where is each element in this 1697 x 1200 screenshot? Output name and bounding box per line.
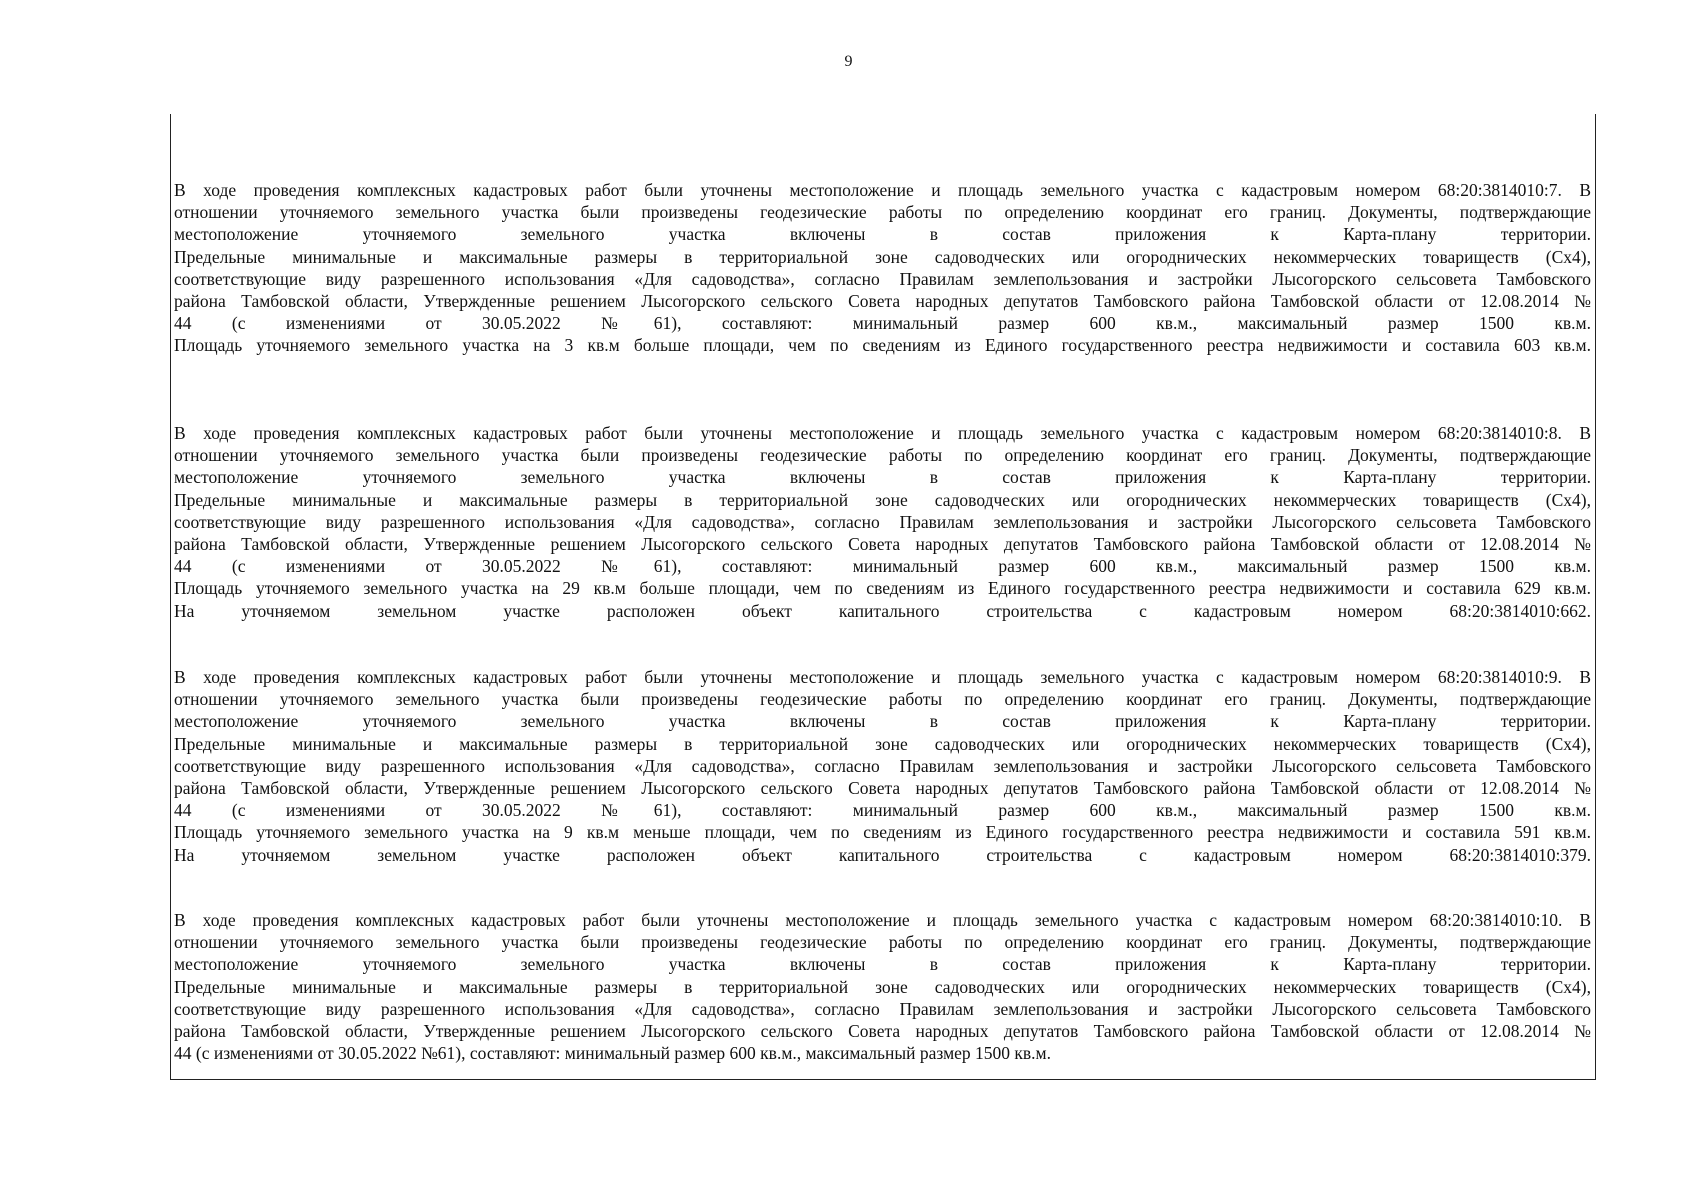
text-line: местоположение уточняемого земельного участка включены в состав приложения к Карта-плану территории.	[174, 954, 1591, 975]
text-line: отношении уточняемого земельного участка были произведены геодезические работы по определению координат его границ. Документы, подтверждающие	[174, 689, 1591, 710]
text-line: соответствующие виду разрешенного использования «Для садоводства», согласно Правилам землепользования и застройки Лысогорского сельсовета Тамбовского	[174, 998, 1591, 1019]
text-line: местоположение уточняемого земельного участка включены в состав приложения к Карта-плану территории.	[174, 711, 1591, 732]
text-line: В ходе проведения комплексных кадастровых работ были уточнены местоположение и площадь земельного участка с кадастровым номером 68:20:3814010:8. В	[174, 423, 1591, 443]
text-line: В ходе проведения комплексных кадастровых работ были уточнены местоположение и площадь земельного участка с кадастровым номером 68:20:3814010:7. В	[174, 180, 1591, 200]
text-line: района Тамбовской области, Утвержденные решением Лысогорского сельского Совета народных депутатов Тамбовского района Тамбовской области от 12.08.2014 №	[174, 1020, 1591, 1041]
text-line: Площадь уточняемого земельного участка на 29 кв.м больше площади, чем по сведениям из Единого государственного реестра недвижимости и составила 629 кв.м.	[174, 578, 1591, 599]
text-line: Площадь уточняемого земельного участка на 3 кв.м больше площади, чем по сведениям из Единого государственного реестра недвижимости и составила 603 кв.м.	[174, 335, 1591, 356]
text-line: Предельные минимальные и максимальные размеры в территориальной зоне садоводческих или огороднических некоммерческих товариществ (Сх4),	[174, 246, 1591, 267]
text-line: отношении уточняемого земельного участка были произведены геодезические работы по определению координат его границ. Документы, подтверждающие	[174, 202, 1591, 223]
text-line: В ходе проведения комплексных кадастровых работ были уточнены местоположение и площадь земельного участка с кадастровым номером 68:20:3814010:10. В	[174, 910, 1591, 930]
document-frame	[170, 114, 1596, 1080]
text-line: В ходе проведения комплексных кадастровых работ были уточнены местоположение и площадь земельного участка с кадастровым номером 68:20:3814010:9. В	[174, 667, 1591, 687]
parcel-section-10	[174, 909, 1591, 1064]
text-line: 44 (с изменениями от 30.05.2022 №61), составляют: минимальный размер 600 кв.м., максимальный размер 1500 кв.м.	[174, 1043, 1051, 1064]
text-line: соответствующие виду разрешенного использования «Для садоводства», согласно Правилам землепользования и застройки Лысогорского сельсовета Тамбовского	[174, 755, 1591, 776]
text-line: местоположение уточняемого земельного участка включены в состав приложения к Карта-плану территории.	[174, 467, 1591, 488]
text-line: района Тамбовской области, Утвержденные решением Лысогорского сельского Совета народных депутатов Тамбовского района Тамбовской области от 12.08.2014 №	[174, 777, 1591, 798]
text-line: Предельные минимальные и максимальные размеры в территориальной зоне садоводческих или огороднических некоммерческих товариществ (Сх4),	[174, 733, 1591, 754]
text-line: отношении уточняемого земельного участка были произведены геодезические работы по определению координат его границ. Документы, подтверждающие	[174, 445, 1591, 466]
text-line: Предельные минимальные и максимальные размеры в территориальной зоне садоводческих или огороднических некоммерческих товариществ (Сх4),	[174, 976, 1591, 997]
parcel-section-7	[174, 179, 1591, 357]
text-line: соответствующие виду разрешенного использования «Для садоводства», согласно Правилам землепользования и застройки Лысогорского сельсовета Тамбовского	[174, 268, 1591, 289]
text-line: На уточняемом земельном участке расположен объект капитального строительства с кадастровым номером 68:20:3814010:379.	[174, 844, 1591, 865]
text-line: Площадь уточняемого земельного участка на 9 кв.м меньше площади, чем по сведениям из Единого государственного реестра недвижимости и составила 591 кв.м.	[174, 822, 1591, 843]
text-line: соответствующие виду разрешенного использования «Для садоводства», согласно Правилам землепользования и застройки Лысогорского сельсовета Тамбовского	[174, 511, 1591, 532]
text-line: района Тамбовской области, Утвержденные решением Лысогорского сельского Совета народных депутатов Тамбовского района Тамбовской области от 12.08.2014 №	[174, 533, 1591, 554]
text-line: На уточняемом земельном участке расположен объект капитального строительства с кадастровым номером 68:20:3814010:662.	[174, 600, 1591, 621]
text-line: Предельные минимальные и максимальные размеры в территориальной зоне садоводческих или огороднических некоммерческих товариществ (Сх4),	[174, 489, 1591, 510]
text-line: 44 (с изменениями от 30.05.2022 №61), составляют: минимальный размер 600 кв.м., максимальный размер 1500 кв.м.	[174, 556, 1591, 577]
page-number: 9	[844, 53, 853, 70]
text-line: 44 (с изменениями от 30.05.2022 №61), составляют: минимальный размер 600 кв.м., максимальный размер 1500 кв.м.	[174, 800, 1591, 821]
text-line: местоположение уточняемого земельного участка включены в состав приложения к Карта-плану территории.	[174, 224, 1591, 245]
text-line: района Тамбовской области, Утвержденные решением Лысогорского сельского Совета народных депутатов Тамбовского района Тамбовской области от 12.08.2014 №	[174, 290, 1591, 311]
parcel-section-9	[174, 666, 1591, 866]
parcel-section-8	[174, 422, 1591, 622]
text-line: отношении уточняемого земельного участка были произведены геодезические работы по определению координат его границ. Документы, подтверждающие	[174, 932, 1591, 953]
text-line: 44 (с изменениями от 30.05.2022 №61), составляют: минимальный размер 600 кв.м., максимальный размер 1500 кв.м.	[174, 313, 1591, 334]
